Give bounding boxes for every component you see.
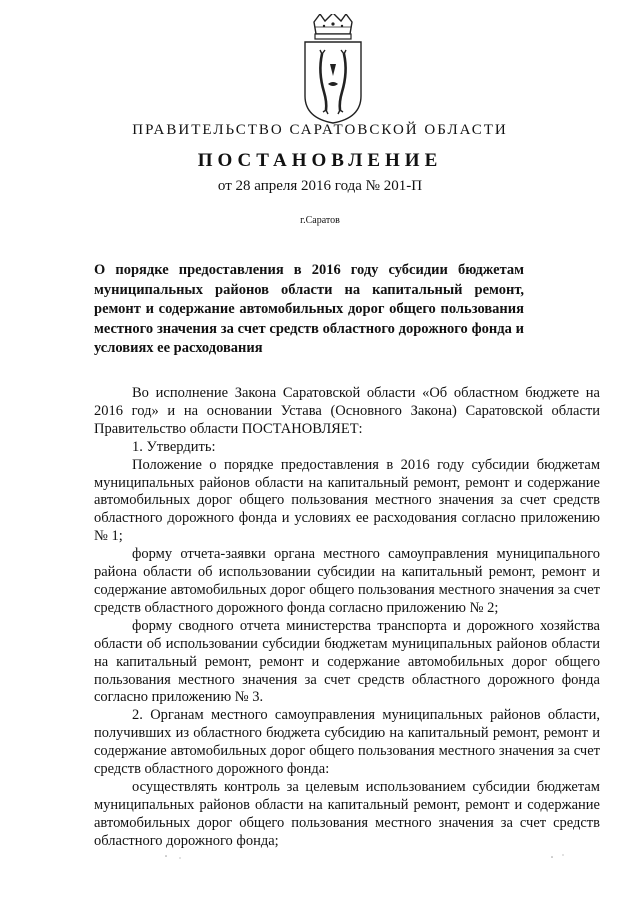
paragraph-item-1: 1. Утвердить: xyxy=(132,438,216,455)
paragraph-regulation: Положение о порядке предоставления в 2016 году субсидии бюджетам муниципальных районов области на капитальный ремонт, ремонт и содержание автомобильных дорог общего пользования местного значения за счет средств областного дорожного фонда и условиях ее расходования согласно приложению № 1; xyxy=(94,456,600,545)
government-name: ПРАВИТЕЛЬСТВО САРАТОВСКОЙ ОБЛАСТИ xyxy=(132,122,508,138)
document-type-title: ПОСТАНОВЛЕНИЕ xyxy=(197,150,443,171)
document-heading: О порядке предоставления в 2016 году субсидии бюджетам муниципальных районов области на капитальный ремонт, ремонт и содержание автомобильных дорог общего пользования местного значения за счет средств областного дорожного фонда и условиях ее расходования xyxy=(94,262,524,356)
paragraph-item-2: 2. Органам местного самоуправления муниципальных районов области, получивших из областного бюджета субсидию на капитальный ремонт, ремонт и содержание автомобильных дорог общего пользования местного значения за счет средств областного дорожного фонда: xyxy=(94,707,600,778)
document-date-number: от 28 апреля 2016 года № 201-П xyxy=(217,178,423,194)
paragraph-summary-form: форму сводного отчета министерства транспорта и дорожного хозяйства области об использовании субсидии бюджетам муниципальных районов области на капитальный ремонт, ремонт и содержание автомобильных дорог общего пользования местного значения за счет средств областного дорожного фонда согласно приложению № 3. xyxy=(94,617,600,706)
paragraph-control: осуществлять контроль за целевым использованием субсидии бюджетам муниципальных районов области на капитальный ремонт, ремонт и содержание автомобильных дорог общего пользования местного значения за счет средств областного дорожного фонда; xyxy=(94,778,600,849)
document-city: г.Саратов xyxy=(300,215,340,226)
paragraph-preamble: Во исполнение Закона Саратовской области «Об областном бюджете на 2016 год» и на основании Устава (Основного Закона) Саратовской области Правительство области ПОСТАНОВЛЯЕТ: xyxy=(94,385,600,437)
paragraph-report-form: форму отчета-заявки органа местного самоуправления муниципального района области об использовании субсидии на капитальный ремонт, ремонт и содержание автомобильных дорог общего пользования местного значения за счет средств областного дорожного фонда согласно приложению № 2; xyxy=(94,546,600,616)
